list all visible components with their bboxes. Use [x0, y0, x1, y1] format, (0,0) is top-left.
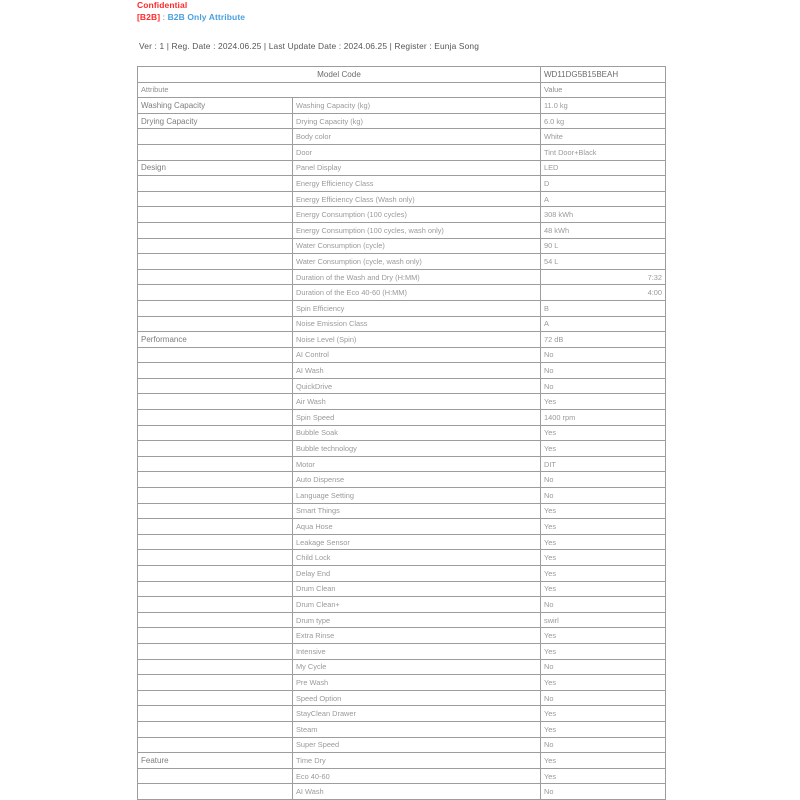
row-attribute-label: Body color	[293, 129, 541, 145]
table-row	[138, 784, 666, 800]
row-group-label: Feature	[138, 753, 293, 769]
table-row	[138, 176, 666, 192]
row-group-label	[138, 144, 293, 160]
b2b-tag: [B2B]	[137, 12, 161, 22]
row-attribute-label: Aqua Hose	[293, 519, 541, 535]
b2b-separator: :	[160, 12, 168, 22]
table-row	[138, 628, 666, 644]
table-row	[138, 363, 666, 379]
row-group-label	[138, 643, 293, 659]
confidential-label: Confidential	[137, 0, 188, 10]
row-value: B	[541, 300, 666, 316]
table-row	[138, 612, 666, 628]
row-value: Yes	[541, 425, 666, 441]
row-attribute-label: Child Lock	[293, 550, 541, 566]
table-row	[138, 472, 666, 488]
row-group-label	[138, 285, 293, 301]
table-row	[138, 347, 666, 363]
row-group-label: Drying Capacity	[138, 113, 293, 129]
row-group-label	[138, 534, 293, 550]
row-attribute-label: Bubble Soak	[293, 425, 541, 441]
row-attribute-label: Energy Efficiency Class (Wash only)	[293, 191, 541, 207]
table-row	[138, 113, 666, 129]
row-group-label	[138, 425, 293, 441]
row-group-label	[138, 207, 293, 223]
row-attribute-label: AI Control	[293, 347, 541, 363]
row-group-label	[138, 191, 293, 207]
row-group-label	[138, 347, 293, 363]
row-group-label: Design	[138, 160, 293, 176]
row-value: No	[541, 347, 666, 363]
row-value: 90 L	[541, 238, 666, 254]
table-row	[138, 98, 666, 114]
row-value: Yes	[541, 706, 666, 722]
row-attribute-label: Time Dry	[293, 753, 541, 769]
row-attribute-label: Water Consumption (cycle, wash only)	[293, 254, 541, 270]
row-group-label	[138, 316, 293, 332]
specification-rows	[138, 98, 666, 800]
row-group-label	[138, 519, 293, 535]
row-attribute-label: Pre Wash	[293, 675, 541, 691]
row-value: 7:32	[541, 269, 666, 285]
table-row	[138, 690, 666, 706]
row-group-label	[138, 503, 293, 519]
row-group-label: Performance	[138, 332, 293, 348]
row-group-label	[138, 222, 293, 238]
row-attribute-label: Drying Capacity (kg)	[293, 113, 541, 129]
table-row	[138, 410, 666, 426]
row-group-label	[138, 628, 293, 644]
row-group-label	[138, 378, 293, 394]
row-attribute-label: Energy Consumption (100 cycles, wash only)	[293, 222, 541, 238]
table-row	[138, 721, 666, 737]
row-group-label	[138, 488, 293, 504]
row-value: Yes	[541, 768, 666, 784]
row-value: A	[541, 191, 666, 207]
row-group-label: Washing Capacity	[138, 98, 293, 114]
row-attribute-label: My Cycle	[293, 659, 541, 675]
row-group-label	[138, 269, 293, 285]
row-group-label	[138, 659, 293, 675]
row-attribute-label: Door	[293, 144, 541, 160]
row-group-label	[138, 363, 293, 379]
table-row	[138, 503, 666, 519]
row-attribute-label: Intensive	[293, 643, 541, 659]
table-row	[138, 643, 666, 659]
table-row	[138, 378, 666, 394]
table-row	[138, 129, 666, 145]
table-row	[138, 675, 666, 691]
table-row	[138, 488, 666, 504]
b2b-legend	[137, 11, 697, 23]
row-group-label	[138, 300, 293, 316]
row-attribute-label: Bubble technology	[293, 441, 541, 457]
row-attribute-label: Water Consumption (cycle)	[293, 238, 541, 254]
row-value: 54 L	[541, 254, 666, 270]
row-attribute-label: Motor	[293, 456, 541, 472]
row-value: Yes	[541, 643, 666, 659]
model-code-header: Model Code	[138, 67, 541, 83]
row-value: 72 dB	[541, 332, 666, 348]
row-group-label	[138, 737, 293, 753]
row-group-label	[138, 675, 293, 691]
row-value: swirl	[541, 612, 666, 628]
table-row	[138, 160, 666, 176]
specification-table	[137, 66, 666, 800]
row-value: 11.0 kg	[541, 98, 666, 114]
b2b-description: B2B Only Attribute	[167, 12, 246, 22]
row-value: No	[541, 690, 666, 706]
row-value: 4:00	[541, 285, 666, 301]
table-row	[138, 285, 666, 301]
row-attribute-label: Air Wash	[293, 394, 541, 410]
row-group-label	[138, 612, 293, 628]
row-attribute-label: Drum Clean+	[293, 597, 541, 613]
table-row	[138, 550, 666, 566]
row-value: Yes	[541, 503, 666, 519]
table-row	[138, 238, 666, 254]
row-value: No	[541, 659, 666, 675]
table-row	[138, 706, 666, 722]
row-group-label	[138, 472, 293, 488]
row-value: Yes	[541, 534, 666, 550]
table-row	[138, 519, 666, 535]
row-value: D	[541, 176, 666, 192]
row-group-label	[138, 254, 293, 270]
row-value: Yes	[541, 550, 666, 566]
row-group-label	[138, 706, 293, 722]
table-row	[138, 300, 666, 316]
row-attribute-label: Noise Emission Class	[293, 316, 541, 332]
row-attribute-label: QuickDrive	[293, 378, 541, 394]
row-attribute-label: Drum Clean	[293, 581, 541, 597]
row-value: Tint Door+Black	[541, 144, 666, 160]
table-row	[138, 534, 666, 550]
row-value: 6.0 kg	[541, 113, 666, 129]
table-row	[138, 441, 666, 457]
row-attribute-label: Smart Things	[293, 503, 541, 519]
table-row	[138, 768, 666, 784]
row-attribute-label: Steam	[293, 721, 541, 737]
table-row	[138, 207, 666, 223]
row-attribute-label: Washing Capacity (kg)	[293, 98, 541, 114]
document-meta: Ver : 1 | Reg. Date : 2024.06.25 | Last Update Date : 2024.06.25 | Register : Eunja Song	[139, 41, 480, 51]
row-attribute-label: Drum type	[293, 612, 541, 628]
row-value: Yes	[541, 628, 666, 644]
table-row	[138, 456, 666, 472]
row-value: Yes	[541, 394, 666, 410]
row-group-label	[138, 597, 293, 613]
row-group-label	[138, 550, 293, 566]
row-group-label	[138, 410, 293, 426]
row-attribute-label: Energy Consumption (100 cycles)	[293, 207, 541, 223]
table-row	[138, 144, 666, 160]
row-group-label	[138, 129, 293, 145]
value-column-header: Value	[541, 82, 666, 98]
table-row	[138, 737, 666, 753]
table-row	[138, 753, 666, 769]
row-group-label	[138, 456, 293, 472]
row-group-label	[138, 176, 293, 192]
row-group-label	[138, 394, 293, 410]
table-row	[138, 659, 666, 675]
row-attribute-label: Extra Rinse	[293, 628, 541, 644]
table-row	[138, 222, 666, 238]
attribute-column-header: Attribute	[138, 82, 541, 98]
row-value: No	[541, 472, 666, 488]
row-value: No	[541, 597, 666, 613]
row-value: No	[541, 488, 666, 504]
row-attribute-label: Eco 40-60	[293, 768, 541, 784]
row-attribute-label: Noise Level (Spin)	[293, 332, 541, 348]
row-group-label	[138, 581, 293, 597]
row-value: No	[541, 737, 666, 753]
row-attribute-label: Delay End	[293, 566, 541, 582]
row-value: Yes	[541, 441, 666, 457]
row-attribute-label: Speed Option	[293, 690, 541, 706]
row-attribute-label: AI Wash	[293, 784, 541, 800]
model-code-value: WD11DG5B15BEAH	[541, 67, 666, 83]
table-row	[138, 269, 666, 285]
row-value: 48 kWh	[541, 222, 666, 238]
row-value: No	[541, 784, 666, 800]
row-value: Yes	[541, 566, 666, 582]
table-row	[138, 254, 666, 270]
row-attribute-label: Duration of the Wash and Dry (H:MM)	[293, 269, 541, 285]
document-header	[137, 0, 697, 23]
row-value: Yes	[541, 675, 666, 691]
row-group-label	[138, 690, 293, 706]
row-group-label	[138, 784, 293, 800]
table-row	[138, 394, 666, 410]
row-group-label	[138, 768, 293, 784]
row-attribute-label: StayClean Drawer	[293, 706, 541, 722]
row-attribute-label: Auto Dispense	[293, 472, 541, 488]
row-value: No	[541, 378, 666, 394]
table-row	[138, 566, 666, 582]
table-subheader-row	[138, 82, 666, 98]
table-row	[138, 191, 666, 207]
row-group-label	[138, 721, 293, 737]
row-value: Yes	[541, 519, 666, 535]
row-attribute-label: Super Speed	[293, 737, 541, 753]
table-row	[138, 581, 666, 597]
row-value: 308 kWh	[541, 207, 666, 223]
row-attribute-label: Panel Display	[293, 160, 541, 176]
row-value: White	[541, 129, 666, 145]
row-group-label	[138, 238, 293, 254]
row-attribute-label: Leakage Sensor	[293, 534, 541, 550]
row-attribute-label: AI Wash	[293, 363, 541, 379]
table-row	[138, 425, 666, 441]
row-attribute-label: Duration of the Eco 40-60 (H:MM)	[293, 285, 541, 301]
row-attribute-label: Spin Efficiency	[293, 300, 541, 316]
row-group-label	[138, 566, 293, 582]
table-row	[138, 597, 666, 613]
row-attribute-label: Energy Efficiency Class	[293, 176, 541, 192]
table-header-row	[138, 67, 666, 83]
row-group-label	[138, 441, 293, 457]
table-row	[138, 332, 666, 348]
table-row	[138, 316, 666, 332]
row-value: Yes	[541, 721, 666, 737]
row-value: 1400 rpm	[541, 410, 666, 426]
row-attribute-label: Spin Speed	[293, 410, 541, 426]
row-value: Yes	[541, 753, 666, 769]
row-value: No	[541, 363, 666, 379]
row-value: DIT	[541, 456, 666, 472]
row-attribute-label: Language Setting	[293, 488, 541, 504]
row-value: Yes	[541, 581, 666, 597]
row-value: LED	[541, 160, 666, 176]
row-value: A	[541, 316, 666, 332]
